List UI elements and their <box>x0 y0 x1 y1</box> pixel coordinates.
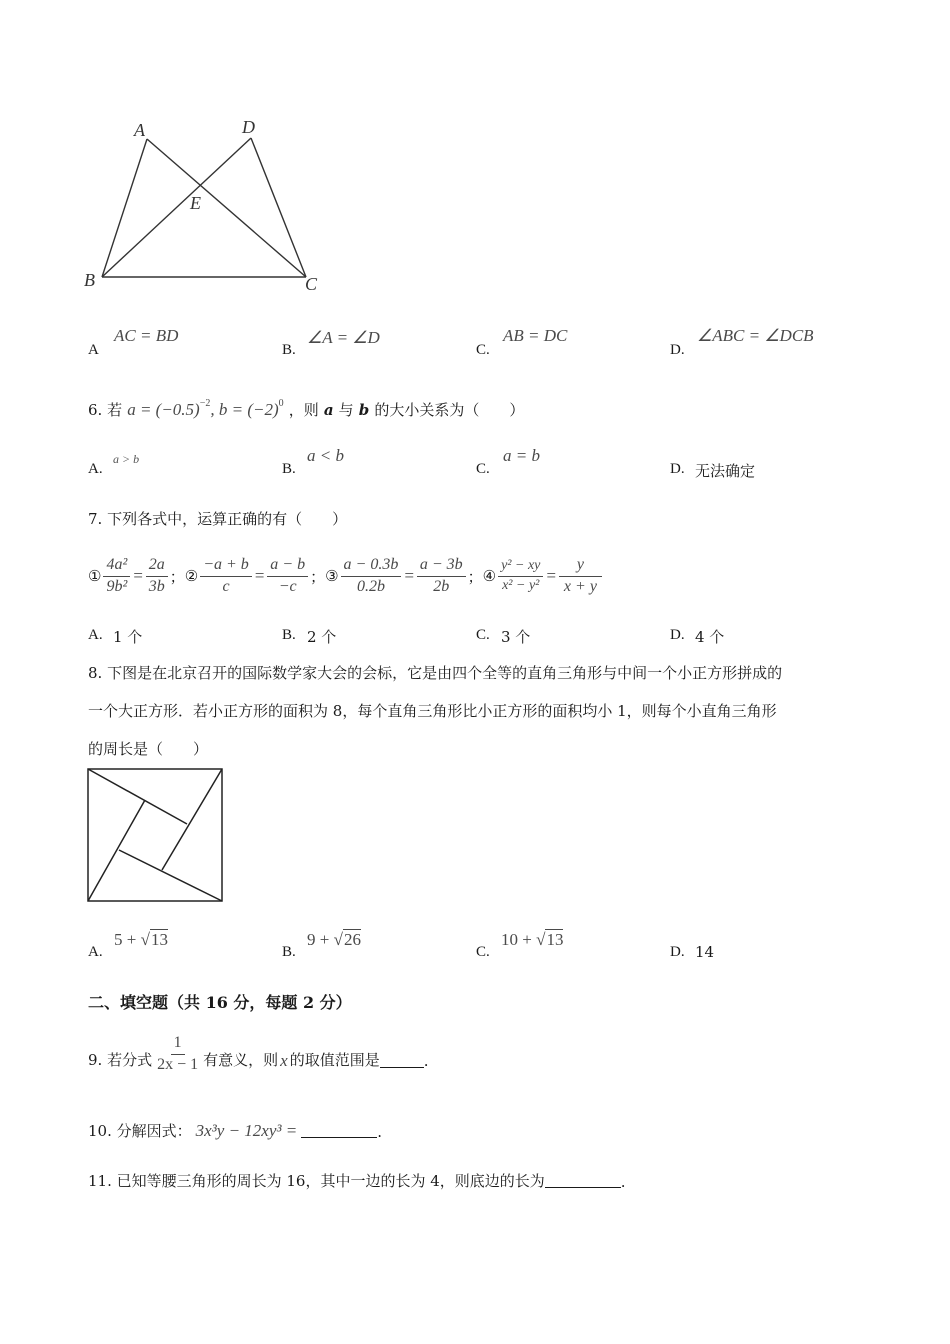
q5-option-d-label: D. <box>670 342 685 358</box>
q6-option-a-label: A. <box>88 461 103 477</box>
q7-stem: 7. 下列各式中，运算正确的有（ ） <box>88 510 348 528</box>
q6-option-b-expr: a < b <box>307 446 344 465</box>
q6-a-exponent: −2 <box>199 398 211 409</box>
q6-var-a: a <box>323 401 334 419</box>
q9-period: . <box>423 1052 429 1070</box>
q7-frac-1-left: $\frac{\text{4a²}}{\text{9b²}}$ <box>103 556 130 596</box>
q6-option-a-expr: a > b <box>113 452 140 466</box>
q10-prefix: 10. 分解因式： <box>88 1122 192 1140</box>
q7-option-c-label: C. <box>476 627 490 643</box>
q7-frac-2-right: $\frac{a - b}{-c}$ <box>267 556 308 596</box>
zhao-shuang-figure <box>86 767 226 905</box>
label-b: B <box>84 270 95 290</box>
q8-line-3: 的周长是（ ） <box>88 740 209 758</box>
q7-frac-4-right: $\frac{y}{x + y}$ <box>559 556 602 596</box>
q6-prefix: 6. 若 <box>88 401 123 419</box>
q7-eq-3: = <box>403 566 415 585</box>
q8-option-b-label: B. <box>282 944 296 960</box>
q11-answer-blank[interactable] <box>545 1171 621 1188</box>
q9-var: x <box>280 1051 288 1070</box>
segment-ac <box>147 139 306 277</box>
q7-option-b-label: B. <box>282 627 296 643</box>
q8-option-d-text: 14 <box>695 943 715 961</box>
q5-option-b-label: B. <box>282 342 296 358</box>
q6-option-d-text: 无法确定 <box>695 462 756 480</box>
q5-option-a-expr: AC = BD <box>114 326 179 345</box>
q9-answer-blank[interactable] <box>380 1051 424 1068</box>
q6-b-expr: , b = (−2) <box>210 400 279 419</box>
q8-option-c-radicand: 13 <box>546 930 564 949</box>
q10-expr: 3x³y − 12xy³ = <box>195 1121 298 1140</box>
q6-option-c-expr: a = b <box>503 446 540 465</box>
q7-circle-3: ③ <box>325 567 339 585</box>
q7-circle-4: ④ <box>482 567 497 585</box>
q5-option-c-label: C. <box>476 342 490 358</box>
q7-semi-3: ； <box>467 567 483 586</box>
triangle-edge-2 <box>162 769 222 870</box>
outer-square <box>88 769 222 901</box>
q6-var-b: b <box>358 401 370 419</box>
q7-eq-1: = <box>132 566 144 585</box>
q5-option-a-label: A <box>88 342 99 358</box>
q6-option-c-label: C. <box>476 461 490 477</box>
segment-dc <box>251 138 306 277</box>
triangle-figure <box>80 112 330 297</box>
q8-line-2: 一个大正方形．若小正方形的面积为 8，每个直角三角形比小正方形的面积均小 1，则每个小直角三角形 <box>88 702 777 720</box>
q8-option-a-label: A. <box>88 944 103 960</box>
q7-option-a-label: A. <box>88 627 103 643</box>
q8-option-c-label: C. <box>476 944 490 960</box>
q6-suffix: ，则 <box>288 401 319 419</box>
q6-option-d-label: D. <box>670 461 685 477</box>
triangle-edge-3 <box>119 850 222 901</box>
q11-stem <box>88 1170 626 1191</box>
triangle-edge-1 <box>88 769 187 824</box>
label-e: E <box>190 193 201 213</box>
q9-end: 的取值范围是 <box>289 1051 380 1069</box>
q10-period: . <box>377 1123 382 1141</box>
q6-end: 的大小关系为（ ） <box>374 401 525 419</box>
q7-frac-4-left: $\frac{\text{y² − xy}}{\text{x² − y²}}$ <box>498 558 543 593</box>
q7-eq-2: = <box>253 566 266 585</box>
q7-option-b-text: 2 个 <box>307 628 337 646</box>
q11-period: . <box>620 1173 626 1191</box>
q7-option-a-text: 1 个 <box>113 628 143 646</box>
q6-stem <box>88 398 524 420</box>
q11-text: 11. 已知等腰三角形的周长为 16，其中一边的长为 4，则底边的长为 <box>88 1172 545 1190</box>
label-a: A <box>134 120 145 140</box>
q8-option-c-pre: 10 + <box>501 930 537 949</box>
q8-option-b-radicand: 26 <box>343 930 361 949</box>
section-title: 二、填空题（共 16 分，每题 2 分） <box>88 993 352 1012</box>
q7-circle-1: ① <box>88 567 102 585</box>
q6-mid: 与 <box>338 401 354 419</box>
label-d: D <box>242 117 255 137</box>
q7-frac-2-left: $\frac{-a + b}{c}$ <box>200 556 252 596</box>
q5-option-b-expr: ∠A = ∠D <box>307 328 380 347</box>
q8-option-a-radicand: 13 <box>150 930 168 949</box>
q10-answer-blank[interactable] <box>301 1121 377 1138</box>
triangle-edge-4 <box>88 800 145 901</box>
q5-option-d-expr: ∠ABC = ∠DCB <box>697 326 814 345</box>
q7-semi-2: ； <box>310 567 326 586</box>
q7-expressions <box>88 552 604 600</box>
q8-line-1: 8. 下图是在北京召开的国际数学家大会的会标，它是由四个全等的直角三角形与中间一个小正方形拼成的 <box>88 664 783 682</box>
q7-eq-4: = <box>545 566 557 585</box>
q7-option-d-text: 4 个 <box>695 628 725 646</box>
q9-fraction: $\frac{1}{2x - 1}$ <box>157 1034 199 1073</box>
label-c: C <box>305 274 318 294</box>
q8-option-d-label: D. <box>670 944 685 960</box>
q5-option-c-expr: AB = DC <box>503 326 568 345</box>
q9-prefix: 9. 若分式 <box>88 1051 153 1069</box>
q7-option-c-text: 3 个 <box>501 628 531 646</box>
q7-circle-2: ② <box>184 567 199 585</box>
q6-a-expr: a = (−0.5) <box>127 400 200 419</box>
q6-b-exponent: 0 <box>278 398 284 409</box>
q6-option-b-label: B. <box>282 461 296 477</box>
q8-option-a-pre: 5 + <box>114 930 141 949</box>
q7-frac-1-right: $\frac{2a}{3b}$ <box>146 556 168 596</box>
q7-frac-3-left: $\frac{a - 0.3b}{0.2b}$ <box>341 556 402 596</box>
q9-stem <box>88 1026 428 1074</box>
q10-stem <box>88 1120 382 1141</box>
q7-option-d-label: D. <box>670 627 685 643</box>
q7-semi-1: ； <box>169 567 185 586</box>
q8-option-b-pre: 9 + <box>307 930 334 949</box>
q9-mid: 有意义，则 <box>203 1051 279 1069</box>
q7-frac-3-right: $\frac{a - 3b}{2b}$ <box>417 556 466 596</box>
